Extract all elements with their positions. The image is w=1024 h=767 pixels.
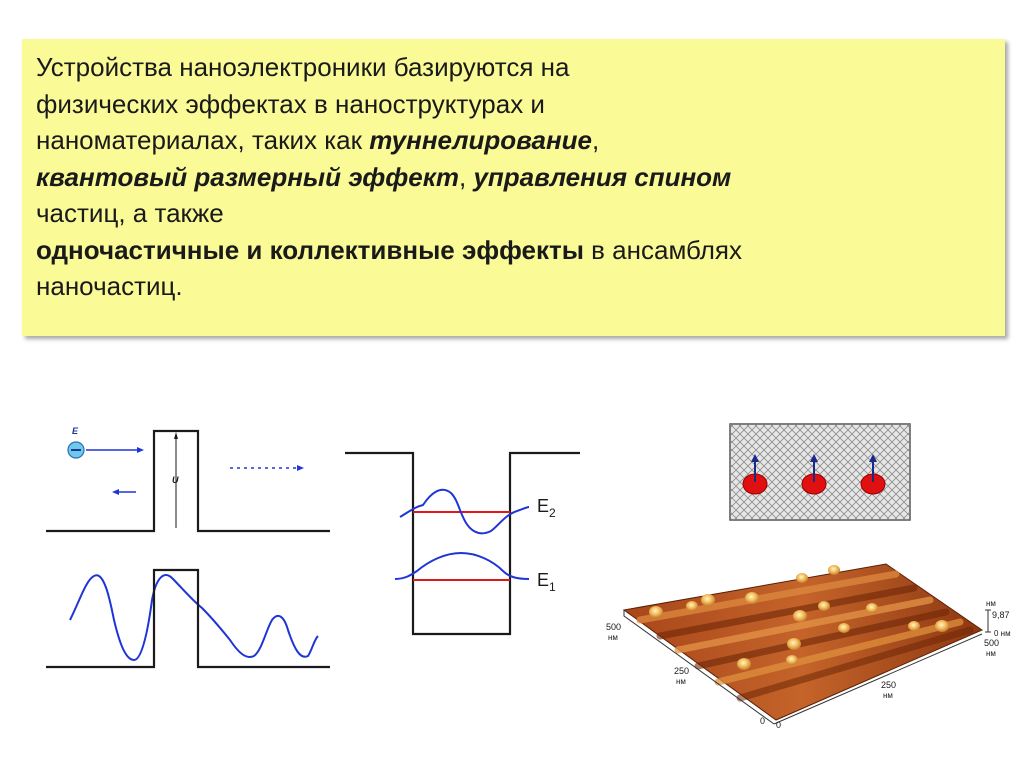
afm-left-value: 500 (606, 622, 622, 632)
line-5: частиц, а также (36, 198, 224, 228)
incident-arrowhead (137, 447, 144, 453)
spin-particles-diagram (728, 422, 914, 524)
level-1-label (537, 570, 556, 594)
transmitted-arrowhead (297, 465, 304, 471)
barrier-profile-lower (46, 570, 330, 667)
level-2-subscript: 2 (549, 506, 556, 520)
barrier-profile (46, 431, 330, 531)
afm-left-unit: нм (608, 633, 618, 642)
afm-z-min: 0 нм (994, 629, 1011, 638)
line-1: Устройства наноэлектроники базируются на (36, 52, 570, 82)
afm-midright-value: 250 (881, 680, 897, 690)
lattice-pattern (730, 424, 910, 520)
level-1-subscript: 1 (549, 580, 556, 594)
afm-right-unit: нм (986, 649, 996, 658)
line-3a: наноматериалах, таких как (36, 125, 370, 155)
level-1-letter: E (537, 570, 550, 590)
term-spin-control: управления спином (473, 161, 732, 192)
wavefunction-curve (70, 575, 318, 660)
barrier-height-arrowhead (174, 432, 178, 439)
afm-z-unit: нм (986, 599, 996, 608)
afm-midleft-unit: нм (676, 677, 686, 686)
electron-label: E (72, 426, 79, 436)
afm-midleft-value: 250 (674, 666, 690, 676)
tunneling-wave-diagram (40, 560, 340, 675)
afm-right-value: 500 (984, 638, 1000, 648)
line-6b: в ансамблях (583, 234, 743, 265)
tunneling-barrier-diagram (40, 420, 340, 540)
term-single-collective-effects: одночастичные и коллективные эффекты (36, 234, 584, 265)
afm-surface-image (596, 548, 1024, 748)
afm-midright-unit: нм (883, 691, 893, 700)
reflected-arrowhead (112, 489, 119, 495)
quantum-well-diagram (345, 445, 585, 645)
level-2-label (537, 496, 556, 520)
term-tunneling: туннелирование (369, 125, 593, 155)
barrier-label: U (172, 475, 179, 485)
well-profile (345, 453, 580, 634)
afm-corner-left: 0 (760, 716, 766, 726)
term-quantum-size-effect: квантовый размерный эффект (36, 161, 459, 192)
line-7: наночастиц. (36, 271, 183, 301)
intro-paragraph (36, 49, 742, 305)
line-2: физических эффектах в наноструктурах и (36, 88, 545, 119)
text-box (22, 39, 1005, 336)
line-3c: , (592, 125, 600, 155)
afm-z-max: 9,87 (992, 610, 1010, 620)
line-4b: , (459, 161, 474, 192)
afm-corner-right: 0 (776, 720, 782, 730)
level-2-letter: E (537, 496, 550, 516)
